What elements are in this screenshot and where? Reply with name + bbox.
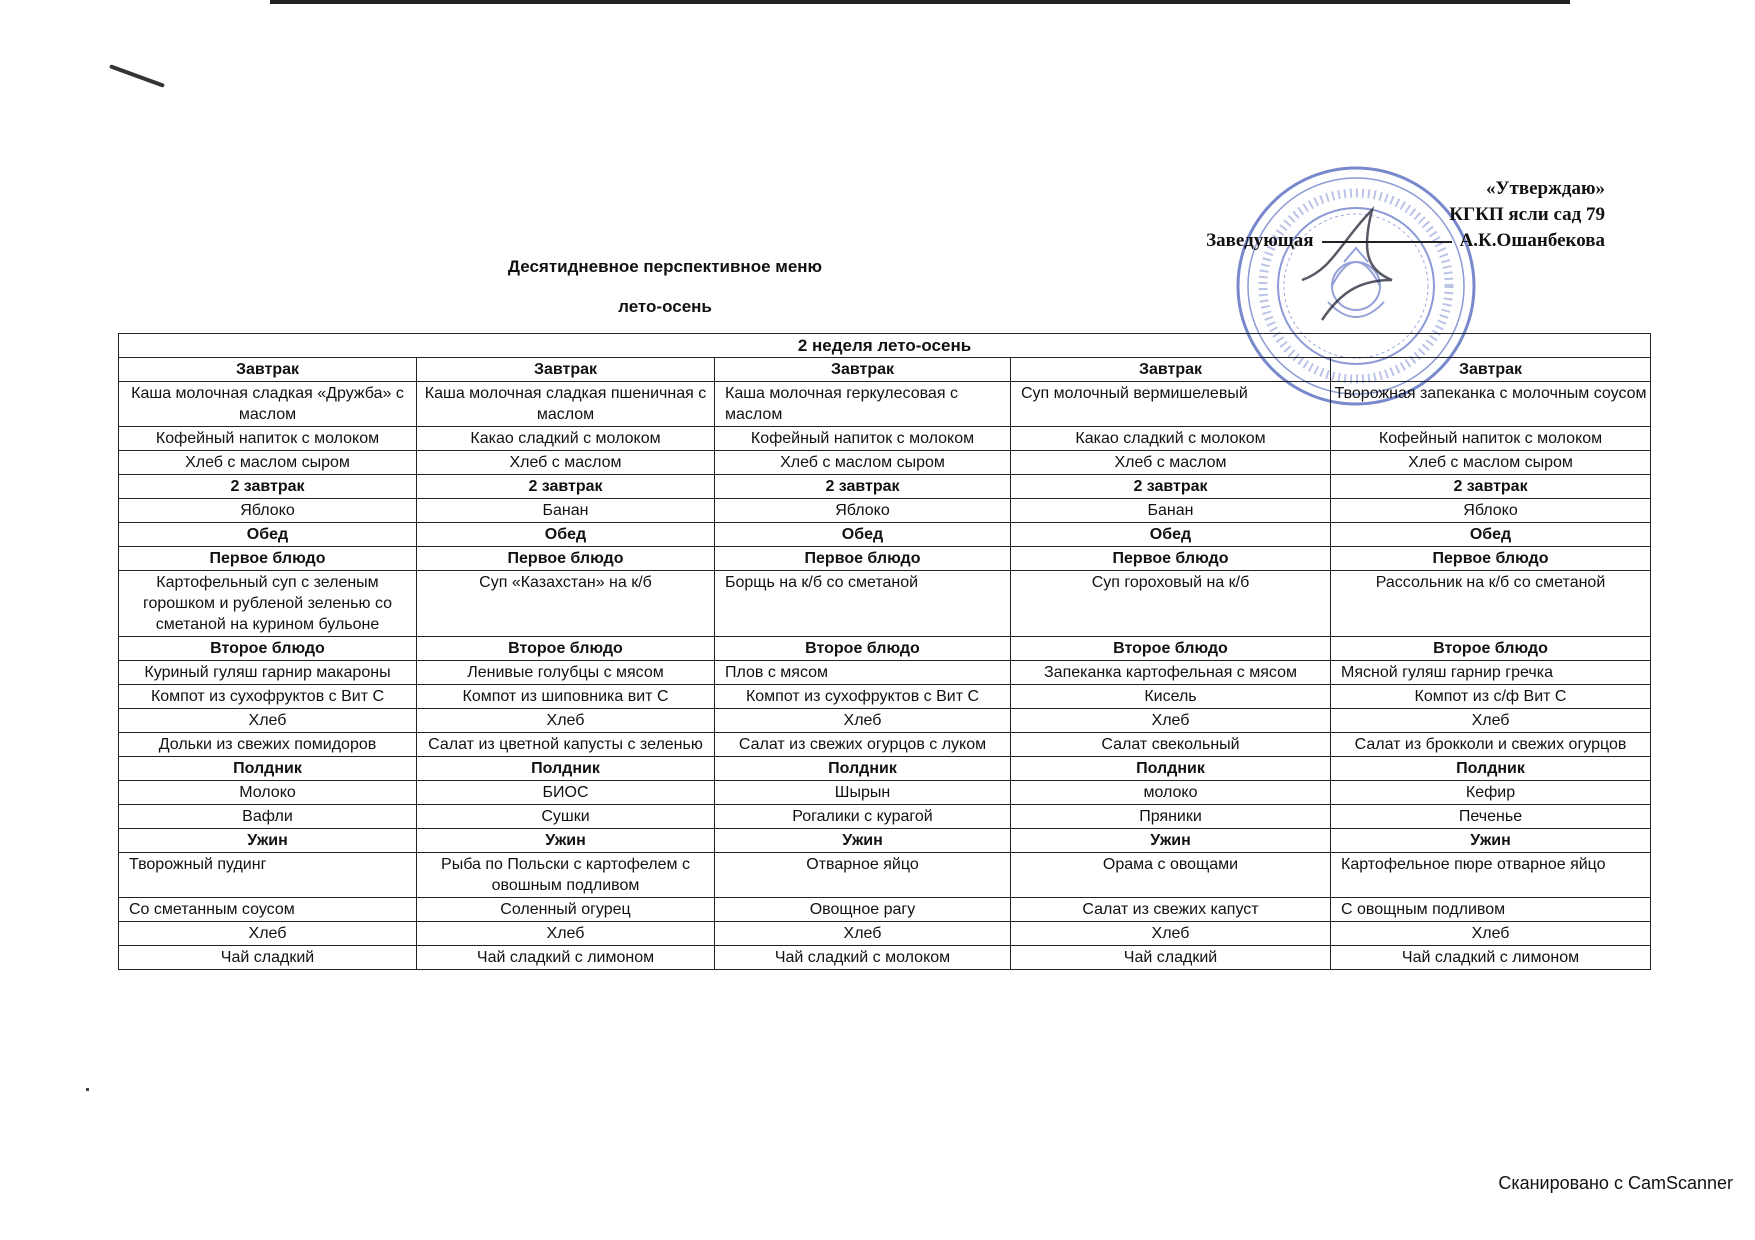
menu-cell: Отварное яйцо xyxy=(715,853,1011,898)
menu-cell: БИОС xyxy=(417,781,715,805)
menu-item-row xyxy=(119,685,1651,709)
menu-cell: Какао сладкий с молоком xyxy=(1011,427,1331,451)
section-header-cell: Завтрак xyxy=(1011,358,1331,382)
menu-cell: Запеканка картофельная с мясом xyxy=(1011,661,1331,685)
menu-cell: Творожная запеканка с молочным соусом xyxy=(1331,382,1651,427)
menu-cell: Хлеб xyxy=(1331,922,1651,946)
menu-cell: Чай сладкий xyxy=(119,946,417,970)
menu-cell: Орама с овощами xyxy=(1011,853,1331,898)
section-header-cell: 2 завтрак xyxy=(715,475,1011,499)
section-header-cell: Обед xyxy=(1331,523,1651,547)
menu-item-row xyxy=(119,922,1651,946)
menu-cell: Компот из шиповника вит С xyxy=(417,685,715,709)
menu-cell: Компот из сухофруктов с Вит С xyxy=(119,685,417,709)
menu-cell: Творожный пудинг xyxy=(119,853,417,898)
section-header-cell: Завтрак xyxy=(417,358,715,382)
approval-role: Заведующая xyxy=(1206,230,1314,251)
document-season: лето-осень xyxy=(618,297,712,316)
menu-cell: Чай сладкий xyxy=(1011,946,1331,970)
section-header-cell: Полдник xyxy=(417,757,715,781)
camscanner-watermark: Сканировано с CamScanner xyxy=(1498,1173,1733,1193)
approval-name: А.К.Ошанбекова xyxy=(1459,230,1605,251)
section-header-cell: Обед xyxy=(417,523,715,547)
scan-top-edge xyxy=(270,0,1570,4)
section-header-cell: Второе блюдо xyxy=(417,637,715,661)
section-header-cell: Первое блюдо xyxy=(1331,547,1651,571)
menu-cell: Кефир xyxy=(1331,781,1651,805)
menu-cell: Куриный гуляш гарнир макароны xyxy=(119,661,417,685)
menu-section-row xyxy=(119,547,1651,571)
menu-cell: Кисель xyxy=(1011,685,1331,709)
menu-item-row xyxy=(119,451,1651,475)
menu-cell: Хлеб xyxy=(417,922,715,946)
menu-cell: Хлеб xyxy=(715,709,1011,733)
menu-item-row xyxy=(119,781,1651,805)
menu-cell: Хлеб xyxy=(1011,922,1331,946)
menu-cell: Салат из брокколи и свежих огурцов xyxy=(1331,733,1651,757)
menu-cell: Каша молочная геркулесовая с маслом xyxy=(715,382,1011,427)
menu-cell: Борщь на к/б со сметаной xyxy=(715,571,1011,637)
menu-cell: Соленный огурец xyxy=(417,898,715,922)
section-header-cell: Второе блюдо xyxy=(1331,637,1651,661)
section-header-cell: Второе блюдо xyxy=(1011,637,1331,661)
menu-cell: Суп молочный вермишелевый xyxy=(1011,382,1331,427)
menu-cell: Картофельное пюре отварное яйцо xyxy=(1331,853,1651,898)
section-header-cell: Первое блюдо xyxy=(417,547,715,571)
menu-item-row xyxy=(119,382,1651,427)
approval-block xyxy=(1206,176,1605,254)
menu-section-row xyxy=(119,523,1651,547)
menu-cell: Мясной гуляш гарнир гречка xyxy=(1331,661,1651,685)
menu-item-row xyxy=(119,733,1651,757)
menu-cell: Печенье xyxy=(1331,805,1651,829)
menu-cell: Банан xyxy=(1011,499,1331,523)
document-title: Десятидневное перспективное меню xyxy=(507,257,823,276)
section-header-cell: Обед xyxy=(715,523,1011,547)
menu-cell: Банан xyxy=(417,499,715,523)
pen-mark xyxy=(109,64,165,88)
menu-cell: Овощное рагу xyxy=(715,898,1011,922)
menu-cell: Картофельный суп с зеленым горошком и рубленой зеленью со сметаной на курином бульоне xyxy=(119,571,417,637)
menu-cell: Хлеб с маслом xyxy=(417,451,715,475)
menu-cell: Пряники xyxy=(1011,805,1331,829)
menu-cell: Чай сладкий с лимоном xyxy=(417,946,715,970)
menu-cell: Салат из цветной капусты с зеленью xyxy=(417,733,715,757)
approval-heading: «Утверждаю» xyxy=(1486,178,1605,199)
menu-section-row xyxy=(119,637,1651,661)
menu-item-row xyxy=(119,427,1651,451)
menu-cell: Компот из сухофруктов с Вит С xyxy=(715,685,1011,709)
menu-cell: Ленивые голубцы с мясом xyxy=(417,661,715,685)
approval-organization: КГКП ясли сад 79 xyxy=(1449,204,1605,225)
section-header-cell: Завтрак xyxy=(1331,358,1651,382)
section-header-cell: Ужин xyxy=(1331,829,1651,853)
menu-item-row xyxy=(119,571,1651,637)
menu-cell: Компот из с/ф Вит С xyxy=(1331,685,1651,709)
menu-cell: Салат из свежих огурцов с луком xyxy=(715,733,1011,757)
menu-cell: Дольки из свежих помидоров xyxy=(119,733,417,757)
section-header-cell: Полдник xyxy=(1011,757,1331,781)
section-header-cell: Второе блюдо xyxy=(119,637,417,661)
menu-cell: Хлеб xyxy=(715,922,1011,946)
menu-cell: Со сметанным соусом xyxy=(119,898,417,922)
menu-cell: Кофейный напиток с молоком xyxy=(119,427,417,451)
section-header-cell: 2 завтрак xyxy=(1331,475,1651,499)
menu-cell: Рассольник на к/б со сметаной xyxy=(1331,571,1651,637)
menu-item-row xyxy=(119,853,1651,898)
menu-cell: Яблоко xyxy=(1331,499,1651,523)
menu-cell: Суп гороховый на к/б xyxy=(1011,571,1331,637)
menu-cell: Кофейный напиток с молоком xyxy=(1331,427,1651,451)
section-header-cell: Первое блюдо xyxy=(715,547,1011,571)
menu-cell: молоко xyxy=(1011,781,1331,805)
menu-cell: Какао сладкий с молоком xyxy=(417,427,715,451)
menu-cell: Хлеб xyxy=(1011,709,1331,733)
menu-cell: Чай сладкий с молоком xyxy=(715,946,1011,970)
scan-speck xyxy=(86,1088,89,1091)
menu-cell: Хлеб xyxy=(417,709,715,733)
menu-table xyxy=(118,333,1651,970)
menu-cell: Плов с мясом xyxy=(715,661,1011,685)
section-header-cell: 2 завтрак xyxy=(119,475,417,499)
menu-item-row xyxy=(119,946,1651,970)
menu-cell: Чай сладкий с лимоном xyxy=(1331,946,1651,970)
menu-cell: Шырын xyxy=(715,781,1011,805)
menu-cell: Каша молочная сладкая пшеничная с маслом xyxy=(417,382,715,427)
menu-cell: Вафли xyxy=(119,805,417,829)
section-header-cell: Обед xyxy=(1011,523,1331,547)
week-label: 2 неделя лето-осень xyxy=(119,334,1651,358)
menu-cell: Кофейный напиток с молоком xyxy=(715,427,1011,451)
section-header-cell: Ужин xyxy=(1011,829,1331,853)
menu-cell: Хлеб с маслом xyxy=(1011,451,1331,475)
signature-underline xyxy=(1322,241,1452,243)
section-header-cell: Ужин xyxy=(715,829,1011,853)
menu-section-row xyxy=(119,829,1651,853)
section-header-cell: 2 завтрак xyxy=(417,475,715,499)
menu-cell: Хлеб xyxy=(1331,709,1651,733)
menu-section-row xyxy=(119,358,1651,382)
menu-item-row xyxy=(119,499,1651,523)
menu-cell: Рыба по Польски с картофелем с овошным подливом xyxy=(417,853,715,898)
section-header-cell: Завтрак xyxy=(715,358,1011,382)
menu-section-row xyxy=(119,757,1651,781)
section-header-cell: Второе блюдо xyxy=(715,637,1011,661)
menu-cell: Рогалики с курагой xyxy=(715,805,1011,829)
menu-cell: Хлеб xyxy=(119,709,417,733)
section-header-cell: Ужин xyxy=(417,829,715,853)
menu-item-row xyxy=(119,661,1651,685)
section-header-cell: Полдник xyxy=(1331,757,1651,781)
menu-cell: Салат свекольный xyxy=(1011,733,1331,757)
menu-cell: Молоко xyxy=(119,781,417,805)
section-header-cell: Обед xyxy=(119,523,417,547)
section-header-cell: 2 завтрак xyxy=(1011,475,1331,499)
section-header-cell: Ужин xyxy=(119,829,417,853)
menu-cell: Яблоко xyxy=(715,499,1011,523)
menu-item-row xyxy=(119,709,1651,733)
menu-cell: Хлеб с маслом сыром xyxy=(715,451,1011,475)
approval-signature-line xyxy=(1206,228,1605,254)
section-header-cell: Полдник xyxy=(119,757,417,781)
menu-item-row xyxy=(119,898,1651,922)
week-row xyxy=(119,334,1651,358)
menu-cell: Салат из свежих капуст xyxy=(1011,898,1331,922)
menu-cell: Хлеб с маслом сыром xyxy=(119,451,417,475)
menu-item-row xyxy=(119,805,1651,829)
menu-cell: С овощным подливом xyxy=(1331,898,1651,922)
section-header-cell: Завтрак xyxy=(119,358,417,382)
menu-cell: Каша молочная сладкая «Дружба» с маслом xyxy=(119,382,417,427)
section-header-cell: Первое блюдо xyxy=(119,547,417,571)
section-header-cell: Первое блюдо xyxy=(1011,547,1331,571)
menu-cell: Хлеб с маслом сыром xyxy=(1331,451,1651,475)
menu-cell: Суп «Казахстан» на к/б xyxy=(417,571,715,637)
menu-cell: Яблоко xyxy=(119,499,417,523)
menu-cell: Хлеб xyxy=(119,922,417,946)
menu-cell: Сушки xyxy=(417,805,715,829)
section-header-cell: Полдник xyxy=(715,757,1011,781)
menu-section-row xyxy=(119,475,1651,499)
